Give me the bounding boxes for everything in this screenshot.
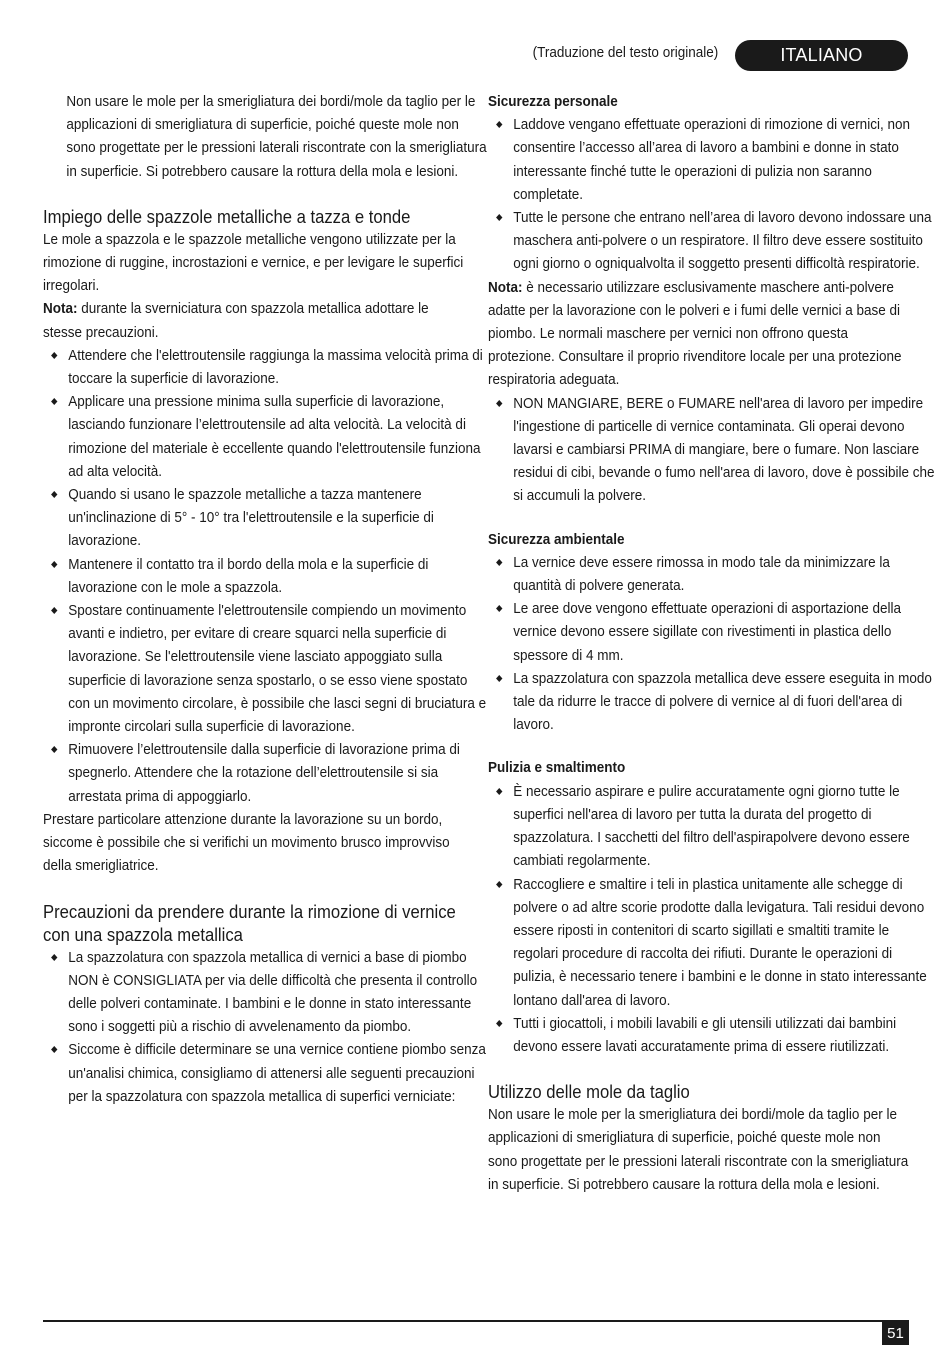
- language-badge: ITALIANO: [735, 40, 908, 71]
- subheading-personal-safety: Sicurezza personale: [488, 93, 618, 110]
- list-item: Raccogliere e smaltire i teli in plastica unitamente alle schegge di polvere o ad altre scorie prodotte dalla levigatura. Tali residui devono essere riposti in contenitori di scarto sigillati e smaltiti tramite le regolari procedure di raccolta dei rifiuti. Durante le operazioni di pulizia, è necessario tenere i bambini e le donne in stato interessante lontano dall'area di lavoro.: [488, 873, 935, 1012]
- list-item: Applicare una pressione minima sulla superficie di lavorazione, lasciando funzionare l’elettroutensile ad alta velocità. La velocità di rimozione del materiale è eccellente quando l'elettroutensile funziona ad alta velocità.: [43, 390, 492, 483]
- list-item: Le aree dove vengono effettuate operazioni di asportazione della vernice devono essere sigillate con rivestimenti in plastica dello spessore di 4 mm.: [488, 597, 935, 667]
- list-item: Spostare continuamente l'elettroutensile compiendo un movimento avanti e indietro, per evitare di creare squarci nella superficie di lavorazione. Se l'elettroutensile viene lasciato appoggiato sulla superficie di lavorazione senza spostarlo, o se esso viene spostato con un movimento circolare, è possibile che lasci segni di bruciatura e impronte circolari sulla superficie di lavorazione.: [43, 599, 492, 738]
- note-label: Nota:: [43, 300, 78, 318]
- list-item: NON MANGIARE, BERE o FUMARE nell'area di lavoro per impedire l'ingestione di particelle di vernice contaminata. Gli operai devono lavarsi e cambiarsi PRIMA di mangiare, bere o fumare. Non lasciare residui di cibi, bevande o fumo nell'area di lavoro, dove è possibile che si accumuli la polvere.: [488, 392, 935, 508]
- list-item: Mantenere il contatto tra il bordo della mola e la superficie di lavorazione con le mole a spazzola.: [43, 553, 492, 599]
- note-text: è necessario utilizzare esclusivamente maschere anti-polvere adatte per la lavorazione con le polveri e i fumi delle vernici a base di piombo. Le normali maschere per vernici non offrono questa protezione. Consultare il proprio rivenditore locale per una protezione respiratoria adeguata.: [488, 278, 902, 389]
- note-text: durante la sverniciatura con spazzola metallica adottare le stesse precauzioni.: [43, 300, 429, 341]
- list-item: Tutte le persone che entrano nell’area di lavoro devono indossare una maschera anti-polvere o un respiratore. Il filtro deve essere sostituito ogni giorno o ogniqualvolta il soggetto presenti difficoltà respiratorie.: [488, 206, 935, 276]
- list-item: La vernice deve essere rimossa in modo tale da minimizzare la quantità di polvere generata.: [488, 551, 935, 597]
- intro-paragraph: Non usare le mole per la smerigliatura dei bordi/mole da taglio per le applicazioni di smerigliatura di superficie, poiché queste mole non sono progettate per le pressioni laterali riscontrate con la smerigliatura in superficie. Si potrebbero causare la rottura della mola e lesioni.: [66, 93, 487, 180]
- list-item: Laddove vengano effettuate operazioni di rimozione di vernici, non consentire l’accesso all’area di lavoro a bambini e donne in stato interessante finché tutte le operazioni di pulizia non saranno completate.: [488, 113, 935, 206]
- note-paragraph: [43, 297, 467, 343]
- section-heading-paint-removal: Precauzioni da prendere durante la rimozione di vernice con una spazzola metallica: [43, 900, 456, 945]
- list-item: Tutti i giocattoli, i mobili lavabili e gli utensili utilizzati dai bambini devono essere lavati accuratamente prima di essere riutilizzati.: [488, 1012, 935, 1058]
- list-item: Attendere che l'elettroutensile raggiunga la massima velocità prima di toccare la superficie di lavorazione.: [43, 344, 492, 390]
- bullet-list: [488, 113, 932, 275]
- page-header: [0, 40, 950, 72]
- list-item: Siccome è difficile determinare se una vernice contiene piombo senza un'analisi chimica, consigliamo di attenersi alle seguenti precauzioni per la spazzolatura con spazzola metallica di superfici verniciate:: [43, 1038, 492, 1108]
- bullet-list: [488, 780, 927, 1058]
- list-item: Quando si usano le spazzole metalliche a tazza mantenere un'inclinazione di 5° - 10° tra l'elettroutensile e la superficie di lavorazione.: [43, 483, 492, 553]
- bullet-list: [488, 551, 932, 737]
- paragraph: Prestare particolare attenzione durante la lavorazione su un bordo, siccome è possibile che si verifichi un movimento brusco improvviso della smerigliatrice.: [43, 810, 450, 875]
- list-item: La spazzolatura con spazzola metallica deve essere eseguita in modo tale da ridurre le tracce di polvere di vernice al di fuori dell'area di lavoro.: [488, 667, 935, 737]
- translation-note: (Traduzione del testo originale): [532, 44, 718, 61]
- paragraph: Non usare le mole per la smerigliatura dei bordi/mole da taglio per le applicazioni di smerigliatura di superficie, poiché queste mole non sono progettate per le pressioni laterali riscontrate con la smerigliatura in superficie. Si potrebbero causare la rottura della mola e lesioni.: [488, 1106, 909, 1193]
- footer-rule: [43, 1320, 909, 1322]
- bullet-list: [488, 392, 935, 508]
- note-label: Nota:: [488, 278, 523, 296]
- list-item: È necessario aspirare e pulire accuratamente ogni giorno tutte le superfici nell'area di lavoro per tutta la durata del progetto di spazzolatura. I sacchetti del filtro dell'aspirapolvere devono essere cambiati regolarmente.: [488, 780, 935, 873]
- left-column: [43, 90, 487, 1108]
- list-item: Rimuovere l’elettroutensile dalla superficie di lavorazione prima di spegnerlo. Attendere che la rotazione dell’elettroutensile si sia arrestata prima di appoggiarlo.: [43, 738, 492, 808]
- paragraph: Le mole a spazzola e le spazzole metalliche vengono utilizzate per la rimozione di ruggine, incrostazioni e vernice, e per levigare le superfici irregolari.: [43, 230, 464, 295]
- right-column: [488, 90, 935, 1196]
- section-heading-cutting-wheels: Utilizzo delle mole da taglio: [488, 1081, 690, 1103]
- note-paragraph: [488, 276, 910, 392]
- list-item: La spazzolatura con spazzola metallica di vernici a base di piombo NON è CONSIGLIATA per via delle difficoltà che presenta il controllo delle polveri contaminate. I bambini e le donne in stato interessante sono i soggetti più a rischio di avvelenamento da piombo.: [43, 946, 492, 1039]
- bullet-list: [43, 946, 486, 1108]
- subheading-cleaning-disposal: Pulizia e smaltimento: [488, 759, 626, 777]
- section-heading-wire-brushes: Impiego delle spazzole metalliche a tazza e tonde: [43, 205, 411, 227]
- subheading-environmental-safety: Sicurezza ambientale: [488, 530, 625, 548]
- page-number: 51: [882, 1322, 909, 1345]
- bullet-list: [43, 344, 487, 808]
